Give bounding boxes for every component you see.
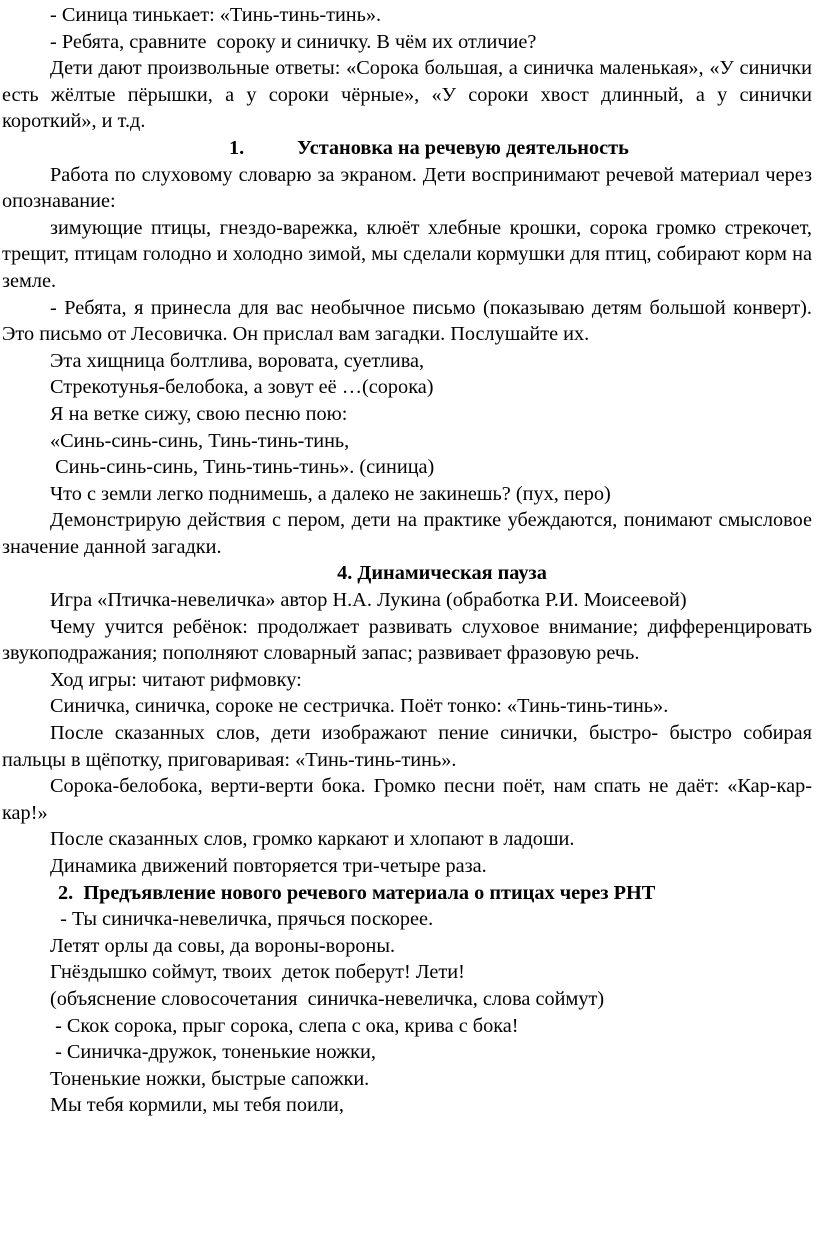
- text-line: - Синичка-дружок, тоненькие ножки,: [50, 1041, 376, 1064]
- paragraph: После сказанных слов, дети изображают пение синички, быстро- быстро собирая пальцы в щёпотку, приговаривая: «Тинь-тинь-тинь».: [2, 722, 812, 771]
- section-heading-4: 4. Динамическая пауза: [337, 562, 547, 585]
- text-line: Синичка, синичка, сороке не сестричка. Поёт тонко: «Тинь-тинь-тинь».: [50, 695, 669, 718]
- paragraph: Работа по слуховому словарю за экраном. Дети воспринимают речевой материал через опознавание:: [2, 163, 812, 213]
- section-heading-2: 2. Предъявление нового речевого материала о птицах через РНТ: [58, 881, 656, 904]
- riddle-line: Что с земли легко поднимешь, а далеко не закинешь? (пух, перо): [50, 482, 611, 505]
- text-line: - Синица тинькает: «Тинь-тинь-тинь».: [50, 4, 382, 26]
- paragraph: Демонстрирую действия с пером, дети на практике убеждаются, понимают смысловое значение данной загадки.: [2, 509, 812, 558]
- heading-number: 1.: [229, 136, 245, 159]
- riddle-line: «Синь-синь-синь, Тинь-тинь-тинь,: [50, 429, 350, 452]
- text-line: - Ты синичка-невеличка, прячься поскорее.: [50, 908, 434, 931]
- riddle-line: Я на ветке сижу, свою песню пою:: [50, 402, 348, 425]
- paragraph: - Ребята, я принесла для вас необычное письмо (показываю детям большой конверт). Это письмо от Лесовичка. Он прислал вам загадки. Послушайте их.: [2, 296, 812, 346]
- paragraph: зимующие птицы, гнездо-варежка, клюёт хлебные крошки, сорока громко стрекочет, трещит, птицам голодно и холодно зимой, мы сделали кормушки для птиц, собирают корм на земле.: [2, 216, 812, 292]
- text-line: - Скок сорока, прыг сорока, слепа с ока, крива с бока!: [50, 1014, 519, 1037]
- text-line: Летят орлы да совы, да вороны-вороны.: [50, 934, 396, 957]
- paragraph: Сорока-белобока, верти-верти бока. Громко песни поёт, нам спать не даёт: «Кар-кар-кар!»: [2, 775, 812, 824]
- riddle-line: Эта хищница болтлива, воровата, суетлива,: [50, 349, 425, 372]
- text-line: Игра «Птичка-невеличка» автор Н.А. Лукина (обработка Р.И. Моисеевой): [50, 589, 687, 612]
- section-heading-1: [2, 135, 812, 162]
- text-line: После сказанных слов, громко каркают и хлопают в ладоши.: [50, 828, 575, 851]
- riddle-line: Синь-синь-синь, Тинь-тинь-тинь». (синица): [50, 456, 435, 479]
- paragraph: Чему учится ребёнок: продолжает развивать слуховое внимание; дифференцировать звукоподражания; пополняют словарный запас; развивает фразовую речь.: [2, 615, 812, 665]
- text-line: Тоненькие ножки, быстрые сапожки.: [50, 1067, 370, 1090]
- text-line: Динамика движений повторяется три-четыре раза.: [50, 855, 487, 877]
- text-line: - Ребята, сравните сороку и синичку. В чём их отличие?: [50, 30, 537, 53]
- document-page: [0, 2, 816, 1240]
- text-line: Гнёздышко соймут, твоих деток поберут! Лети!: [50, 961, 465, 984]
- text-line: Мы тебя кормили, мы тебя поили,: [50, 1094, 344, 1117]
- riddle-line: Стрекотунья-белобока, а зовут её …(сорока): [50, 376, 434, 399]
- text-line: Ход игры: читают рифмовку:: [50, 668, 302, 691]
- heading-text: Установка на речевую деятельность: [297, 136, 629, 159]
- text-line: (объяснение словосочетания синичка-невеличка, слова соймут): [50, 987, 605, 1010]
- paragraph: Дети дают произвольные ответы: «Сорока большая, а синичка маленькая», «У синички есть жёлтые пёрышки, а у сороки чёрные», «У сороки хвост длинный, а у синички короткий», и т.д.: [2, 57, 812, 133]
